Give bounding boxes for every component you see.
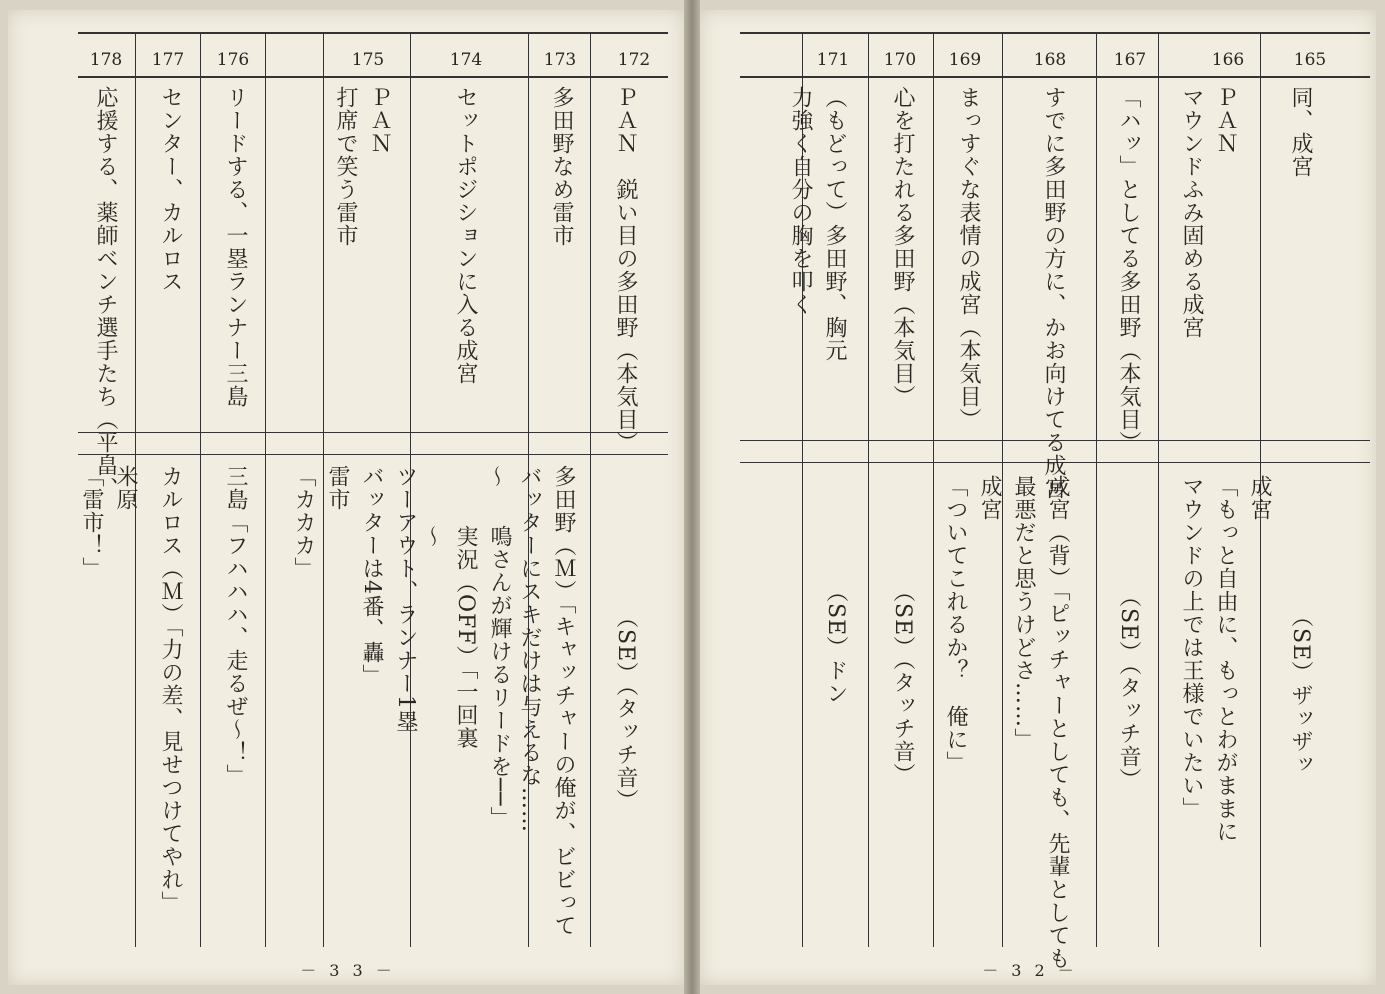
column-rule <box>933 32 934 947</box>
section-divider <box>78 454 668 455</box>
left-page <box>8 10 684 985</box>
scene-number: 165 <box>1293 50 1327 70</box>
column-rule <box>1096 32 1097 947</box>
column-rule <box>1158 32 1159 947</box>
column-rule <box>590 32 591 947</box>
scene-picture: センター、カルロス <box>158 86 183 293</box>
scene-picture: 応援する、薬師ベンチ選手たち（平畠、 <box>93 86 118 500</box>
scene-dialogue: ツーアウト、ランナー1塁 バッターは4番、轟」 雷市 「カカカ」 <box>291 465 418 733</box>
scene-number: 174 <box>449 50 483 70</box>
scene-dialogue: 多田野（Ｍ）「キャッチャーの俺が、ビビって バッターにスキだけは与えるな…… ～ <box>483 465 576 937</box>
scene-number: 169 <box>948 50 982 70</box>
header-rule-top <box>740 32 1370 34</box>
scene-picture: まっすぐな表情の成宮（本気目） <box>956 86 981 431</box>
scene-dialogue: （SE）ザッザッ <box>1288 605 1313 777</box>
scene-picture: 多田野なめ雷市 <box>549 86 574 247</box>
scene-number: 172 <box>617 50 651 70</box>
scene-dialogue: カルロス（Ｍ）「力の差、見せつけてやれ」 <box>158 465 183 914</box>
scene-picture: ＰＡＮ 打席で笑う雷市 <box>333 86 392 247</box>
book-gutter <box>684 0 700 994</box>
scene-number: 166 <box>1211 50 1245 70</box>
column-rule <box>868 32 869 947</box>
scene-number: 176 <box>216 50 250 70</box>
scene-picture: 「ハッ」としてる多田野（本気目） <box>1116 86 1141 454</box>
scene-number: 175 <box>351 50 385 70</box>
scene-number: 177 <box>151 50 185 70</box>
header-rule-bottom <box>740 76 1370 78</box>
scene-dialogue: （SE）ドン <box>823 580 848 706</box>
scene-dialogue: （SE）（タッチ音） <box>613 606 638 813</box>
scene-number: 171 <box>816 50 850 70</box>
scene-dialogue: （SE）（タッチ音） <box>890 580 915 787</box>
column-rule <box>200 32 201 947</box>
scene-picture: （もどって）多田野、胸元 力強く自分の胸を叩く <box>788 86 847 362</box>
scene-picture: セットポジションに入る成宮 <box>453 86 478 385</box>
scene-dialogue: 米原 「雷市！」 <box>79 465 138 580</box>
scene-dialogue: （SE）（タッチ音） <box>1116 585 1141 792</box>
scene-dialogue: 成宮 「ついてこれるか？ 俺に」 <box>943 475 1002 774</box>
scene-dialogue: 成宮 「もっと自由に、もっとわがままに マウンドの上では王様でいたい」 <box>1179 475 1272 843</box>
scene-number: 170 <box>883 50 917 70</box>
scene-number: 173 <box>543 50 577 70</box>
scene-number: 167 <box>1113 50 1147 70</box>
right-page <box>700 10 1376 985</box>
scene-number: 178 <box>89 50 123 70</box>
scene-dialogue: 三島「フハハハ、走るぜ～！」 <box>223 465 248 787</box>
section-divider <box>78 432 668 433</box>
page-number: － 3 3 － <box>300 961 396 980</box>
scene-picture: ＰＡＮ マウンドふみ固める成宮 <box>1179 86 1238 339</box>
scene-picture: すでに多田野の方に、かお向けてる成宮 <box>1041 86 1066 500</box>
column-rule <box>265 32 266 947</box>
scene-picture: 同、成宮 <box>1288 86 1313 178</box>
scene-picture: 心を打たれる多田野（本気目） <box>890 86 915 408</box>
scene-picture: ＰＡＮ 鋭い目の多田野（本気目） <box>613 86 638 454</box>
scene-number: 168 <box>1033 50 1067 70</box>
header-rule-top <box>78 32 668 34</box>
scene-dialogue: 鳴さんが輝けるリードを──」 実況（OFF）「一回裏 ～ <box>419 525 512 830</box>
header-rule-bottom <box>78 76 668 78</box>
page-number: － 3 2 － <box>982 961 1078 980</box>
scene-dialogue: 成宮（背）「ピッチャーとしても、先輩としても 最悪だと思うけどさ……」 <box>1011 475 1070 970</box>
scene-picture: リードする、一塁ランナー三島 <box>223 86 248 408</box>
